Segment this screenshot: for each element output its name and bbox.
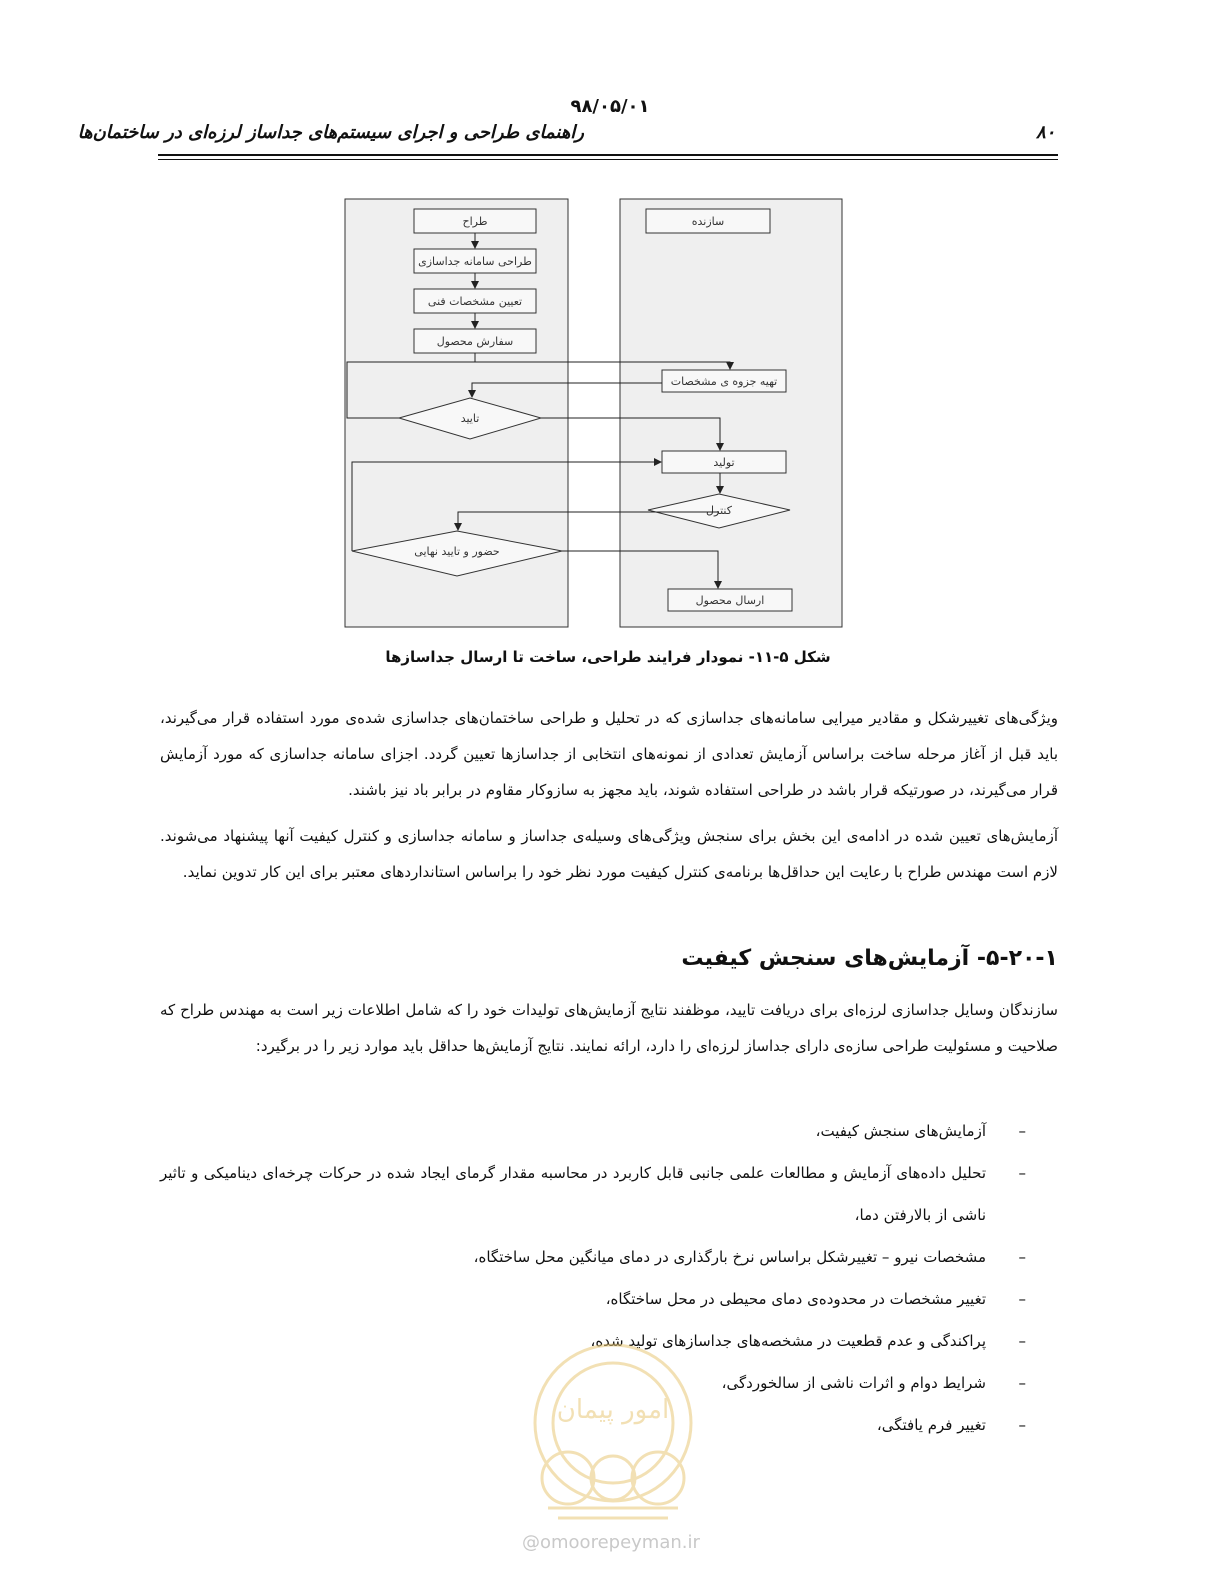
watermark-seal bbox=[508, 1338, 718, 1532]
page-number: ۸۰ bbox=[1036, 122, 1056, 143]
flowchart-figure bbox=[344, 198, 844, 630]
box-designer-label: طراح bbox=[462, 215, 488, 228]
box-production-label: تولید bbox=[713, 456, 735, 469]
diamond-control-label: کنترل bbox=[706, 504, 732, 517]
box-isolation-design-label: طراحی سامانه جداسازی bbox=[418, 255, 532, 268]
paragraph-1: ویژگی‌های تغییرشکل و مقادیر میرایی سامانه‌های جداسازی که در تحلیل و طراحی ساختمان‌های جداسازی شده‌ی مورد استفاده قرار می‌گیرند، باید قبل از آغاز مرحله ساخت براساس آزمایش تعدادی از نمونه‌های انتخابی از جداسازها تعیین گردد. اجزای سامانه جداسازی که مورد آزمایش قرار می‌گیرند، در صورتیکه قرار باشد در طراحی استفاده شوند، باید مجهز به سازوکار مقاوم در برابر باد نیز باشند. bbox=[160, 709, 1058, 799]
list-item: – تغییر مشخصات در محدوده‌ی دمای محیطی در محل ساختگاه، bbox=[160, 1278, 1026, 1320]
header-rule-thin bbox=[158, 159, 1058, 160]
header-rule bbox=[158, 154, 1058, 156]
list-item: – آزمایش‌های سنجش کیفیت، bbox=[160, 1110, 1026, 1152]
section-heading: ۵-۲۰-۱- آزمایش‌های سنجش کیفیت bbox=[681, 946, 1058, 971]
watermark-url: @omoorepeyman.ir bbox=[522, 1532, 700, 1553]
list-item: – تحلیل داده‌های آزمایش و مطالعات علمی جانبی قابل کاربرد در محاسبه مقدار گرمای ایجاد شده در حرکات چرخه‌ای دینامیکی و تاثیر ناشی از بالارفتن دما، bbox=[160, 1152, 1026, 1236]
diamond-approve-label: تایید bbox=[460, 412, 480, 425]
list-item: – مشخصات نیرو – تغییرشکل براساس نرخ بارگذاری در دمای میانگین محل ساختگاه، bbox=[160, 1236, 1026, 1278]
list-item: – شرایط دوام و اثرات ناشی از سالخوردگی، bbox=[160, 1362, 1026, 1404]
box-manufacturer-label: سازنده bbox=[691, 215, 725, 228]
box-order-label: سفارش محصول bbox=[436, 335, 514, 348]
header-title: راهنمای طراحی و اجرای سیستم‌های جداساز لرزه‌ای در ساختمان‌ها bbox=[77, 122, 584, 143]
seal-icon bbox=[508, 1338, 718, 1528]
list-item: – پراکندگی و عدم قطعیت در مشخصه‌های جداسازهای تولید شده، bbox=[160, 1320, 1026, 1362]
header-date: ۹۸/۰۵/۰۱ bbox=[570, 96, 650, 117]
flowchart-svg bbox=[344, 198, 844, 630]
intro-paragraph: سازندگان وسایل جداسازی لرزه‌ای برای دریافت تایید، موظفند نتایج آزمایش‌های تولیدات خود را که شامل اطلاعات زیر است به مهندس طراح که صلاحیت و مسئولیت طراحی سازه‌ی دارای جداساز لرزه‌ای را دارد، ارائه نمایند. نتایج آزمایش‌ها حداقل باید موارد زیر را در برگیرد: bbox=[160, 1001, 1058, 1055]
box-spec-booklet-label: تهیه جزوه ی مشخصات bbox=[670, 375, 778, 388]
seal-text: امور پیمان bbox=[556, 1395, 670, 1425]
box-ship-label: ارسال محصول bbox=[695, 594, 765, 607]
figure-caption: شکل ۵-۱۱- نمودار فرایند طراحی، ساخت تا ارسال جداسازها bbox=[385, 648, 831, 666]
box-specs-label: تعیین مشخصات فنی bbox=[427, 295, 523, 308]
diamond-final-approval-label: حضور و تایید نهایی bbox=[414, 545, 500, 558]
paragraph-2: آزمایش‌های تعیین شده در ادامه‌ی این بخش برای سنجش ویژگی‌های وسیله‌ی جداساز و سامانه جداسازی و کنترل کیفیت آنها پیشنهاد می‌شوند. لازم است مهندس طراح با رعایت این حداقل‌ها برنامه‌ی کنترل کیفیت مورد نظر خود را براساس استانداردهای معتبر برای این کار تدوین نماید. bbox=[160, 827, 1058, 881]
manufacturer-lane bbox=[620, 199, 842, 627]
list-item: – تغییر فرم یافتگی، bbox=[160, 1404, 1026, 1446]
